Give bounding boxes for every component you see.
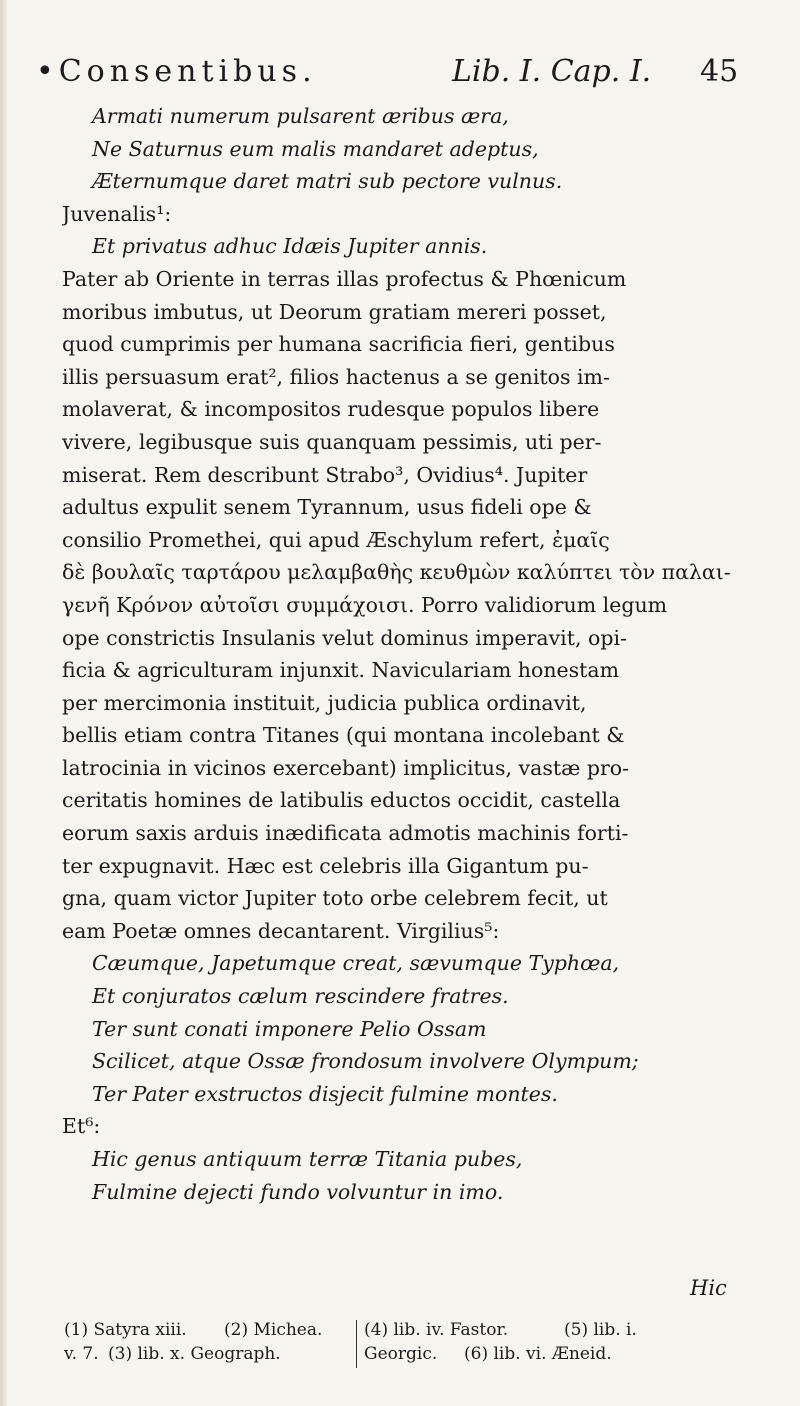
text-line: vivere, legibusque suis quanquam pessimis, uti per-	[62, 429, 602, 454]
footnote-1: (1) Satyra xiii.	[64, 1320, 187, 1340]
text-line: Pater ab Oriente in terras illas profectus & Phœnicum	[62, 266, 627, 291]
footnote-3: (3) lib. x. Geograph.	[108, 1344, 281, 1364]
text-line: bellis etiam contra Titanes (qui montana incolebant &	[62, 723, 625, 748]
text-line: Æternumque daret matri sub pectore vulnus.	[92, 169, 563, 194]
running-header	[36, 54, 739, 102]
text-line: Ne Saturnus eum malis mandaret adeptus,	[92, 136, 539, 161]
footnote-4-cont: Georgic.	[364, 1344, 438, 1364]
running-title: •Consentibus.	[36, 54, 317, 89]
text-line: Scilicet, atque Ossæ frondosum involvere Olympum;	[92, 1049, 639, 1074]
footnote-4: (4) lib. iv. Fastor.	[364, 1320, 509, 1340]
page-edge-shadow	[0, 0, 7, 1406]
text-line: latrocinia in vicinos exercebant) implicitus, vastæ pro-	[62, 755, 630, 780]
text-line: gna, quam victor Jupiter toto orbe celebrem fecit, ut	[62, 886, 608, 911]
footnote-5: (5) lib. i.	[564, 1320, 637, 1340]
text-line: eorum saxis arduis inædificata admotis machinis forti-	[62, 821, 629, 846]
text-line: ficia & agriculturam injunxit. Naviculariam honestam	[62, 658, 620, 683]
text-line: Ter Pater exstructos disjecit fulmine montes.	[92, 1081, 558, 1106]
text-line: consilio Promethei, qui apud Æschylum refert, ἐμαῖς	[62, 527, 610, 552]
text-line: γενῆ Κρόνον αὐτοῖσι συμμάχοισι. Porro validiorum legum	[62, 592, 668, 617]
catchword: Hic	[690, 1276, 727, 1300]
footnote-divider	[356, 1320, 357, 1368]
text-line: Ter sunt conati imponere Pelio Ossam	[92, 1016, 487, 1041]
text-line: eam Poetæ omnes decantarent. Virgilius⁵:	[62, 918, 500, 943]
text-line: Armati numerum pulsarent æribus æra,	[92, 104, 509, 128]
text-line: Et⁶:	[62, 1114, 101, 1139]
text-line: quod cumprimis per humana sacrificia fieri, gentibus	[62, 332, 615, 357]
text-line: Hic genus antiquum terræ Titania pubes,	[92, 1147, 523, 1171]
text-line: ter expugnavit. Hæc est celebris illa Gigantum pu-	[62, 853, 589, 878]
footnote-2: (2) Michea.	[224, 1320, 323, 1340]
text-line: miserat. Rem describunt Strabo³, Ovidius⁴. Jupiter	[62, 462, 588, 487]
text-line: Fulmine dejecti fundo volvuntur in imo.	[92, 1179, 504, 1204]
text-line: moribus imbutus, ut Deorum gratiam mereri posset,	[62, 299, 607, 324]
main-text	[62, 100, 772, 1208]
text-line: Et privatus adhuc Idæis Jupiter annis.	[92, 234, 488, 259]
text-line: Et conjuratos cælum rescindere fratres.	[92, 984, 509, 1009]
page-number: 45	[700, 54, 739, 89]
footnote-1-cont: v. 7.	[64, 1344, 99, 1364]
text-line: Cæumque, Japetumque creat, sævumque Typhœa,	[92, 951, 620, 976]
text-line: δὲ βουλαῖς ταρτάρου μελαμβαθὴς κευθμὼν καλύπτει τὸν παλαι-	[62, 560, 731, 585]
text-line: Juvenalis¹:	[62, 201, 172, 226]
book-chapter-label: Lib. I. Cap. I.	[452, 54, 652, 89]
text-line: ope constrictis Insulanis velut dominus imperavit, opi-	[62, 625, 627, 650]
text-line: adultus expulit senem Tyrannum, usus fideli ope &	[62, 495, 592, 520]
footnote-6: (6) lib. vi. Æneid.	[464, 1344, 612, 1364]
text-line: molaverat, & incompositos rudesque populos libere	[62, 397, 600, 422]
text-line: per mercimonia instituit, judicia publica ordinavit,	[62, 690, 587, 715]
text-line: illis persuasum erat², filios hactenus a se genitos im-	[62, 364, 610, 389]
text-line: ceritatis homines de latibulis eductos occidit, castella	[62, 788, 621, 813]
